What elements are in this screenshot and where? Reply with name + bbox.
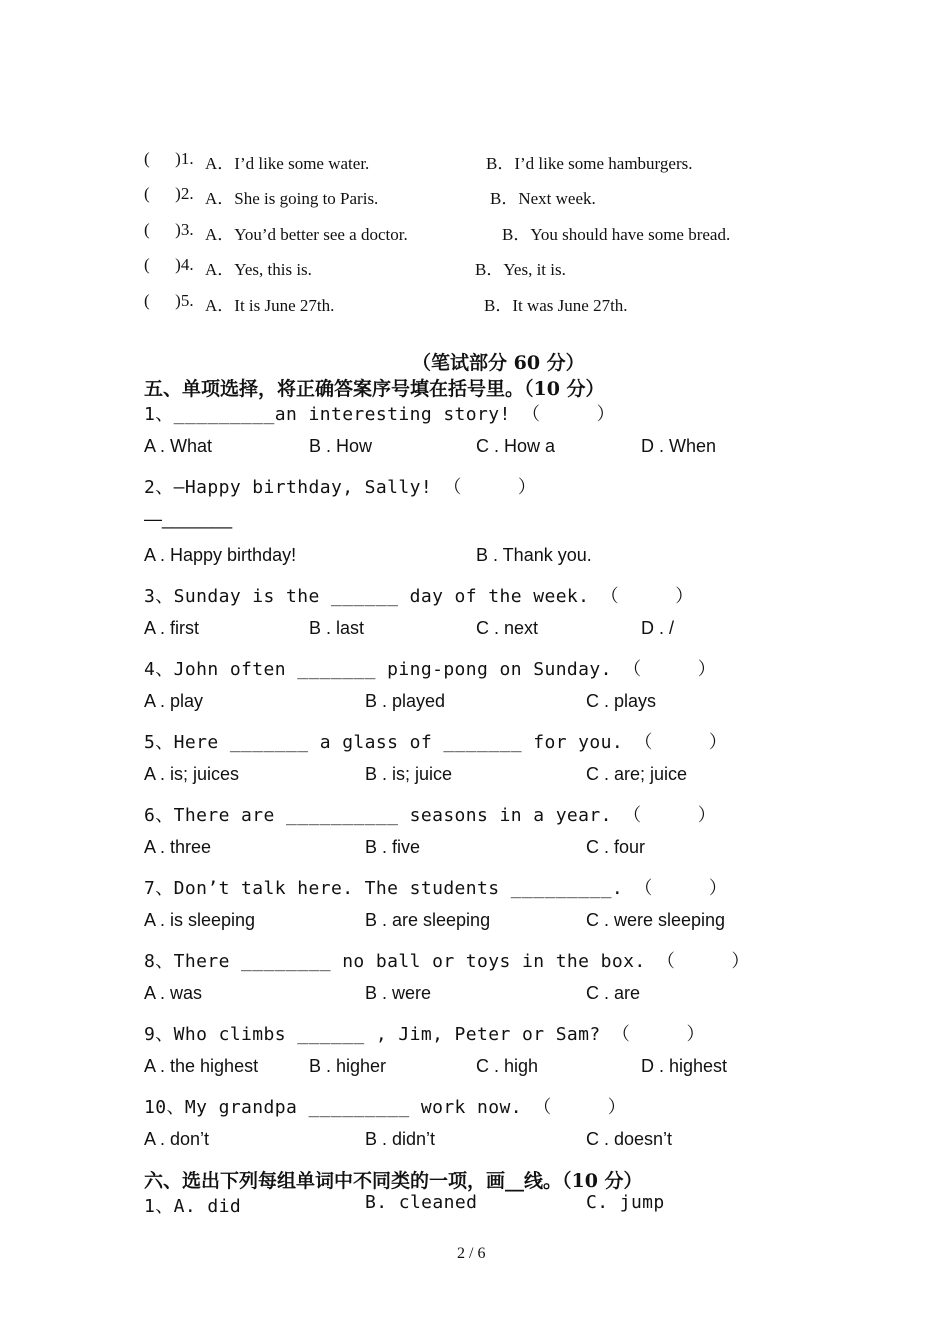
question-4: 4、John often _______ ping-pong on Sunday. （ ） [144,659,717,680]
q1-option-b: B . How [309,436,373,456]
q8-option-c: C . are [586,983,641,1003]
q6-option-c: C . four [586,837,646,857]
q5-option-a: A . is; juices [144,764,240,784]
q4-option-c: C . plays [586,691,657,711]
section-5-heading: 五、单项选择，将正确答案序号填在括号里。（10 分） [144,378,605,400]
listening-q5-paren[interactable]: ( )5. [144,291,194,310]
q8-option-a: A . was [144,983,203,1003]
listening-q3-option-a: A．You’d better see a doctor. [205,225,408,244]
question-3: 3、Sunday is the ______ day of the week. （ ） [144,586,694,607]
q1-option-d: D . When [641,436,717,456]
q10-option-b: B . didn’t [365,1129,436,1149]
q7-option-c: C . were sleeping [586,910,726,930]
q3-option-c: C . next [476,618,539,638]
listening-q4-paren[interactable]: ( )4. [144,255,194,274]
q6-option-b: B . five [365,837,421,857]
listening-q3-option-b: B．You should have some bread. [502,225,731,244]
q6-option-a: A . three [144,837,212,857]
listening-q1-option-a: A．I’d like some water. [205,154,370,173]
listening-q4-option-a: A．Yes, this is. [205,260,312,279]
q3-option-b: B . last [309,618,365,638]
q1-option-a: A . What [144,436,213,456]
listening-q1-option-b: B．I’d like some hamburgers. [486,154,693,173]
section-6-heading: 六、选出下列每组单词中不同类的一项，画__线。（10 分） [144,1170,643,1192]
q1-option-c: C . How a [476,436,556,456]
q5-option-b: B . is; juice [365,764,453,784]
question-9: 9、Who climbs ______ , Jim, Peter or Sam? （ ） [144,1024,705,1045]
question-6: 6、There are __________ seasons in a year. （ ） [144,805,717,826]
question-8: 8、There ________ no ball or toys in the box. （ ） [144,951,750,972]
q9-option-a: A . the highest [144,1056,259,1076]
s6-row1-option-a: 1、A. did [144,1196,242,1217]
q2-option-b: B . Thank you. [476,545,592,565]
q5-option-c: C . are; juice [586,764,688,784]
q10-option-a: A . don’t [144,1129,210,1149]
listening-q5-option-b: B．It was June 27th. [484,296,628,315]
s6-row1-option-c: C. jump [586,1192,665,1213]
q2-answer-line: —_______ [144,509,233,529]
question-2: 2、—Happy birthday, Sally! （ ） [144,477,537,498]
q3-option-a: A . first [144,618,200,638]
q4-option-a: A . play [144,691,204,711]
q8-option-b: B . were [365,983,432,1003]
q3-option-d: D . / [641,618,675,638]
q4-option-b: B . played [365,691,446,711]
q9-option-d: D . highest [641,1056,728,1076]
page-number: 2 / 6 [457,1245,486,1262]
q7-option-b: B . are sleeping [365,910,491,930]
listening-q5-option-a: A．It is June 27th. [205,296,335,315]
question-10: 10、My grandpa _________ work now. （ ） [144,1097,627,1118]
question-5: 5、Here _______ a glass of _______ for you. （ ） [144,732,728,753]
s6-row1-option-b: B. cleaned [365,1192,478,1213]
q2-option-a: A . Happy birthday! [144,545,297,565]
listening-q2-option-b: B．Next week. [490,189,596,208]
listening-q2-option-a: A．She is going to Paris. [205,189,379,208]
listening-q3-paren[interactable]: ( )3. [144,220,194,239]
listening-q4-option-b: B．Yes, it is. [475,260,566,279]
q9-option-b: B . higher [309,1056,387,1076]
q10-option-c: C . doesn’t [586,1129,673,1149]
q9-option-c: C . high [476,1056,539,1076]
q7-option-a: A . is sleeping [144,910,256,930]
listening-q1-paren[interactable]: ( )1. [144,149,194,168]
written-part-title: （笔试部分 60 分） [412,352,585,374]
question-7: 7、Don’t talk here. The students _________. （ ） [144,878,728,899]
question-1: 1、_________an interesting story! （ ） [144,404,615,425]
listening-q2-paren[interactable]: ( )2. [144,184,194,203]
